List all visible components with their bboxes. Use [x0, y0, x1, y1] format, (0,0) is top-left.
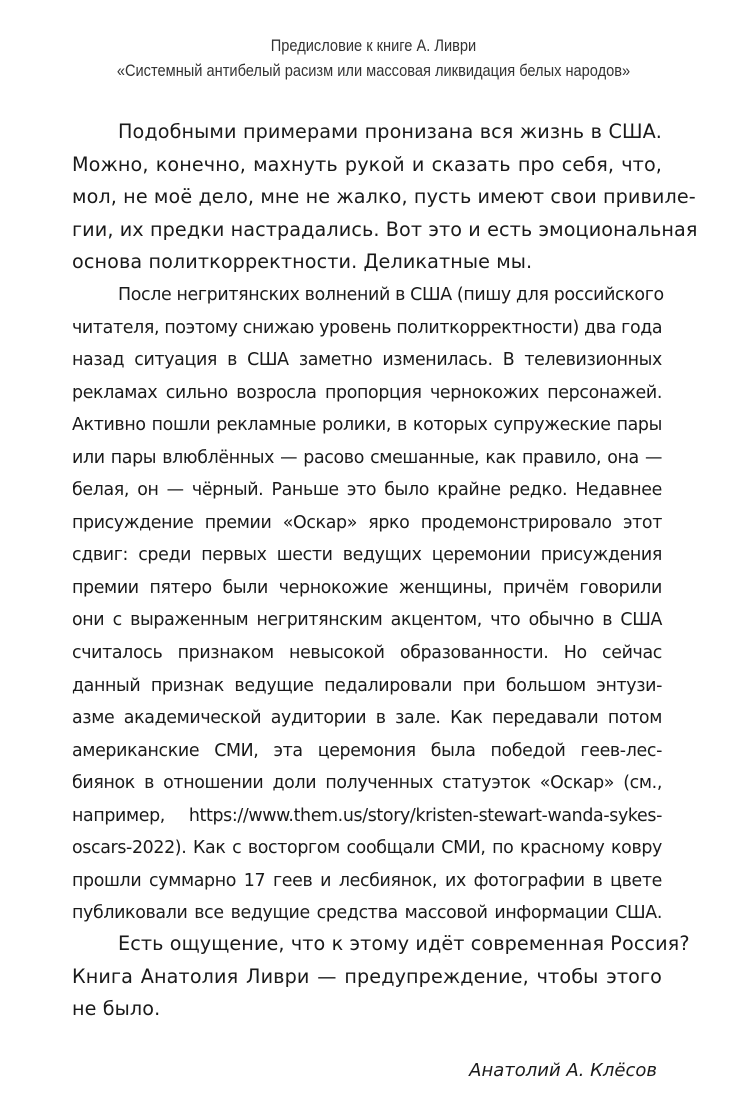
text-line: данный признак ведущие педалировали при большом энтузи- [72, 675, 662, 696]
text-line: После негритянских волнений в США (пишу для российского [118, 285, 664, 305]
text-line: мол, не моё дело, мне не жалко, пусть имеют свои привиле- [72, 185, 696, 208]
text-line: Можно, конечно, махнуть рукой и сказать про себя, что, [72, 152, 662, 176]
text-line: прошли суммарно 17 геев и лесбиянок, их фотографии в цвете [72, 870, 662, 891]
text-line: Есть ощущение, что к этому идёт современная Россия? [118, 932, 690, 955]
text-line: рекламах сильно возросла пропорция чернокожих персонажей. [72, 382, 662, 403]
text-line: основа политкорректности. Деликатные мы. [72, 250, 533, 273]
text-line: публиковали все ведущие средства массовой информации США. [72, 903, 662, 924]
text-line: Книга Анатолия Ливри — предупреждение, чтобы этого [72, 964, 662, 988]
text-line: не было. [72, 997, 161, 1020]
text-line: азме академической аудитории в зале. Как передавали потом [72, 708, 662, 729]
paragraph-1 [72, 116, 698, 279]
paragraph-3 [72, 928, 690, 1026]
text-line: биянок в отношении доли полученных статуэток «Оскар» (см., [72, 773, 662, 794]
author-signature: Анатолий А. Клёсов [469, 1060, 657, 1081]
text-line: oscars-2022). Как с восторгом сообщали СМИ, по красному ковру [72, 838, 662, 859]
text-line: читателя, поэтому снижаю уровень политкорректности) два года [72, 317, 663, 338]
text-line: например, https://www.them.us/story/kristen-stewart-wanda-sykes- [72, 805, 662, 826]
text-line: сдвиг: среди первых шести ведущих церемонии присуждения [72, 545, 662, 566]
text-line: белая, он — чёрный. Раньше это было крайне редко. Недавнее [72, 480, 662, 501]
text-line: они с выраженным негритянским акцентом, что обычно в США [72, 610, 662, 631]
text-line: назад ситуация в США заметно изменилась. В телевизионных [72, 350, 662, 371]
header-line-1: Предисловие к книге А. Ливри [270, 36, 477, 55]
text-line: Активно пошли рекламные ролики, в которых супружеские пары [72, 415, 662, 436]
running-header [104, 33, 643, 83]
text-line: или пары влюблённых — расово смешанные, как правило, она — [72, 447, 662, 468]
header-line-2: «Системный антибелый расизм или массовая ликвидация белых народов» [116, 61, 631, 80]
text-line: Подобными примерами пронизана вся жизнь в США. [118, 120, 662, 143]
text-line: премии пятеро были чернокожие женщины, причём говорили [72, 577, 662, 598]
text-line: считалось признаком невысокой образованности. Но сейчас [72, 643, 662, 664]
text-line: присуждение премии «Оскар» ярко продемонстрировало этот [72, 512, 662, 533]
text-line: американские СМИ, эта церемония была победой геев-лес- [72, 740, 662, 761]
paragraph-2 [72, 279, 662, 930]
text-line: гии, их предки настрадались. Вот это и есть эмоциональная [72, 217, 698, 241]
